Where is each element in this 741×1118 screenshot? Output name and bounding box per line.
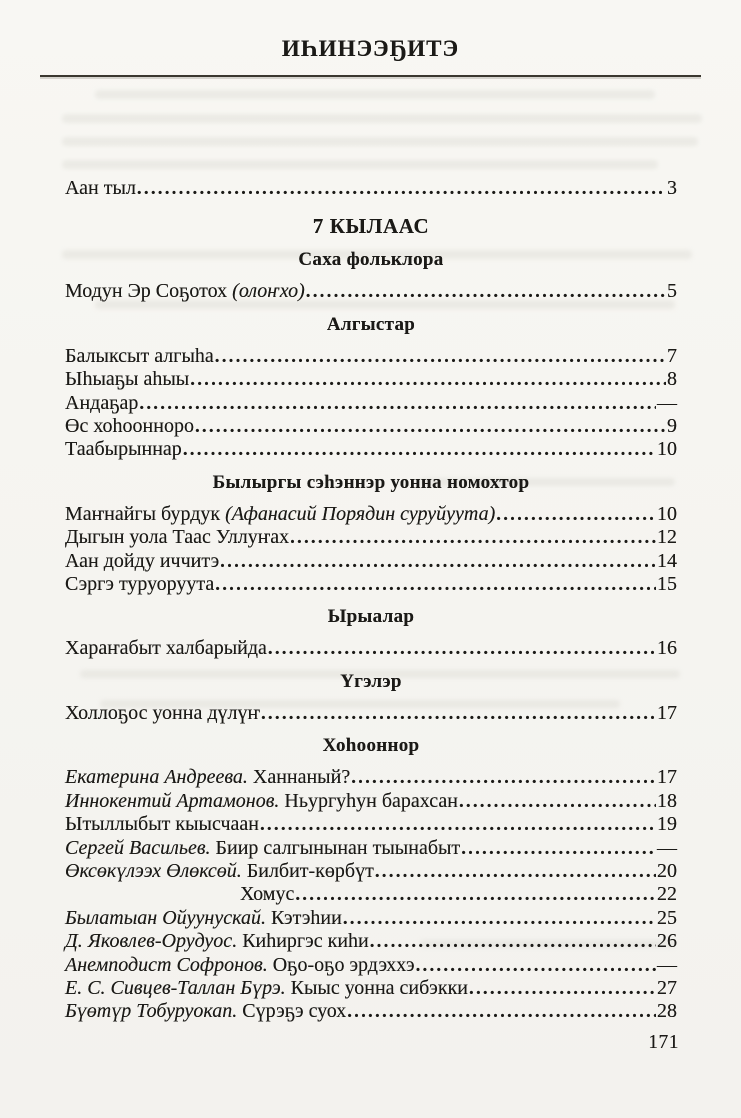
- title-rule: [40, 75, 701, 77]
- toc-entry-title: Сэргэ туруоруута: [65, 573, 215, 596]
- toc-entry: [65, 415, 677, 438]
- toc-entry: [65, 1000, 677, 1023]
- leader-dots: [215, 345, 666, 368]
- leader-dots: [183, 438, 656, 461]
- toc-entry: [65, 503, 677, 526]
- entry-page-number: —: [657, 836, 677, 859]
- toc-entry-title: Иннокентий Артамонов. Ньургуһун барахсан: [65, 789, 458, 812]
- leader-dots: [260, 813, 656, 836]
- entry-page-number: 28: [657, 1000, 677, 1023]
- toc-entry: [65, 280, 677, 303]
- entry-page-number: 12: [657, 526, 677, 549]
- entry-page-number: 19: [657, 813, 677, 836]
- toc-entry: [65, 702, 677, 725]
- toc-entry-title: Аан дойду иччитэ: [65, 549, 220, 572]
- section-heading: Алгыстар: [326, 313, 416, 335]
- toc-entry-title: Маҥнайгы бурдук (Афанасий Порядин суруйуута): [65, 502, 496, 525]
- entry-page-number: 25: [657, 906, 677, 929]
- section-heading: 7 КЫЛААС: [312, 214, 430, 239]
- toc-entry: [65, 930, 677, 953]
- leader-dots: [370, 930, 656, 953]
- toc-entry: [65, 368, 677, 391]
- section-heading: Үгэлэр: [340, 670, 402, 692]
- toc-entry: [65, 977, 677, 1000]
- entry-page-number: 22: [657, 883, 677, 906]
- toc-entry-title: Ытыллыбыт кыысчаан: [65, 813, 259, 836]
- leader-dots: [496, 503, 656, 526]
- toc-entry: [65, 550, 677, 573]
- entry-page-number: 5: [667, 280, 677, 303]
- leader-dots: [347, 1000, 656, 1023]
- toc-entry: [65, 790, 677, 813]
- toc-entry: [65, 345, 677, 368]
- leader-dots: [290, 526, 656, 549]
- toc-entry-title: Бүөтүр Тобуруокап. Сүрэҕэ суох: [65, 1000, 347, 1023]
- leader-dots: [139, 392, 656, 415]
- entry-page-number: —: [657, 953, 677, 976]
- entry-page-number: 20: [657, 859, 677, 882]
- entry-page-number: 14: [657, 549, 677, 572]
- toc-entry-title: Дыгын уола Таас Уллуҥах: [65, 526, 290, 549]
- entry-page-number: 17: [657, 701, 677, 724]
- entry-page-number: 17: [657, 766, 677, 789]
- entry-page-number: —: [657, 391, 677, 414]
- toc-entry: [65, 438, 677, 461]
- leader-dots: [461, 837, 656, 860]
- entry-page-number: 27: [657, 976, 677, 999]
- toc-entry: [65, 954, 677, 977]
- entry-page-number: 8: [667, 368, 677, 391]
- toc-entry: [65, 860, 677, 883]
- leader-dots: [469, 977, 656, 1000]
- toc-entry-title: Сергей Васильев. Биир салгынынан тыынабыт: [65, 836, 461, 859]
- entry-page-number: 15: [657, 573, 677, 596]
- leader-dots: [375, 860, 656, 883]
- toc-entry: [240, 883, 677, 906]
- toc-entry-title: Анемподист Софронов. Оҕо-оҕо эрдэххэ: [65, 953, 415, 976]
- entry-page-number: 16: [657, 637, 677, 660]
- toc-entry: [65, 813, 677, 836]
- leader-dots: [295, 883, 656, 906]
- leader-dots: [268, 637, 656, 660]
- entry-page-number: 18: [657, 789, 677, 812]
- section-heading: Хоһооннор: [322, 735, 420, 757]
- leader-dots: [416, 954, 656, 977]
- section-heading: Саха фольклора: [298, 249, 444, 271]
- toc-entry: [65, 573, 677, 596]
- entry-page-number: 10: [657, 502, 677, 525]
- leader-dots: [351, 766, 656, 789]
- toc-entry: [65, 177, 677, 200]
- toc-entry: [65, 392, 677, 415]
- leader-dots: [459, 790, 656, 813]
- leader-dots: [215, 573, 656, 596]
- toc-entry-title: Андаҕар: [65, 391, 139, 414]
- toc-entry: [65, 526, 677, 549]
- toc-list: [65, 177, 677, 1024]
- toc-entry: [65, 637, 677, 660]
- toc-entry: [65, 907, 677, 930]
- toc-entry-title: Е. С. Сивцев-Таллан Бүрэ. Кыыс уонна сибэкки: [65, 976, 469, 999]
- leader-dots: [306, 280, 666, 303]
- entry-page-number: 3: [667, 177, 677, 199]
- toc-entry-title: Екатерина Андреева. Ханнаный?: [65, 766, 351, 789]
- toc-entry-title: Д. Яковлев-Орудуос. Киһиргэс киһи: [65, 930, 369, 953]
- entry-page-number: 7: [667, 344, 677, 367]
- section-heading: Ырыалар: [327, 606, 415, 628]
- toc-entry-title: Ыһыаҕы аһыы: [65, 368, 190, 391]
- leader-dots: [343, 907, 656, 930]
- entry-page-number: 9: [667, 415, 677, 438]
- toc-entry-title: Хомус: [240, 883, 295, 906]
- leader-dots: [195, 415, 666, 438]
- toc-entry-title: Модун Эр Соҕотох (олоҥхо): [65, 280, 305, 303]
- section-heading: Былыргы сэһэннэр уонна номохтор: [212, 471, 530, 493]
- page-title: ИҺИНЭЭҔИТЭ: [281, 36, 460, 61]
- toc-entry-title: Балыксыт алгыһа: [65, 344, 214, 367]
- toc-entry-title: Өс хоһоонноро: [65, 415, 194, 438]
- toc-entry-title: Холлоҕос уонна дүлүҥ: [65, 701, 260, 724]
- toc-entry: [65, 766, 677, 789]
- folio-page-number: 171: [648, 1032, 679, 1053]
- leader-dots: [137, 177, 666, 200]
- toc-entry-title: Аан тыл: [65, 177, 136, 199]
- toc-entry: [65, 837, 677, 860]
- leader-dots: [220, 550, 656, 573]
- toc-entry-title: Хараҥабыт халбарыйда: [65, 637, 267, 660]
- toc-entry-title: Өксөкүлээх Өлөксөй. Билбит-көрбүт: [65, 859, 374, 882]
- toc-entry-title: Таабырыннар: [65, 438, 182, 461]
- entry-page-number: 10: [657, 438, 677, 461]
- leader-dots: [261, 702, 656, 725]
- toc-entry-title: Былатыан Ойуунускай. Кэтэһии: [65, 906, 342, 929]
- entry-page-number: 26: [657, 930, 677, 953]
- leader-dots: [190, 368, 666, 391]
